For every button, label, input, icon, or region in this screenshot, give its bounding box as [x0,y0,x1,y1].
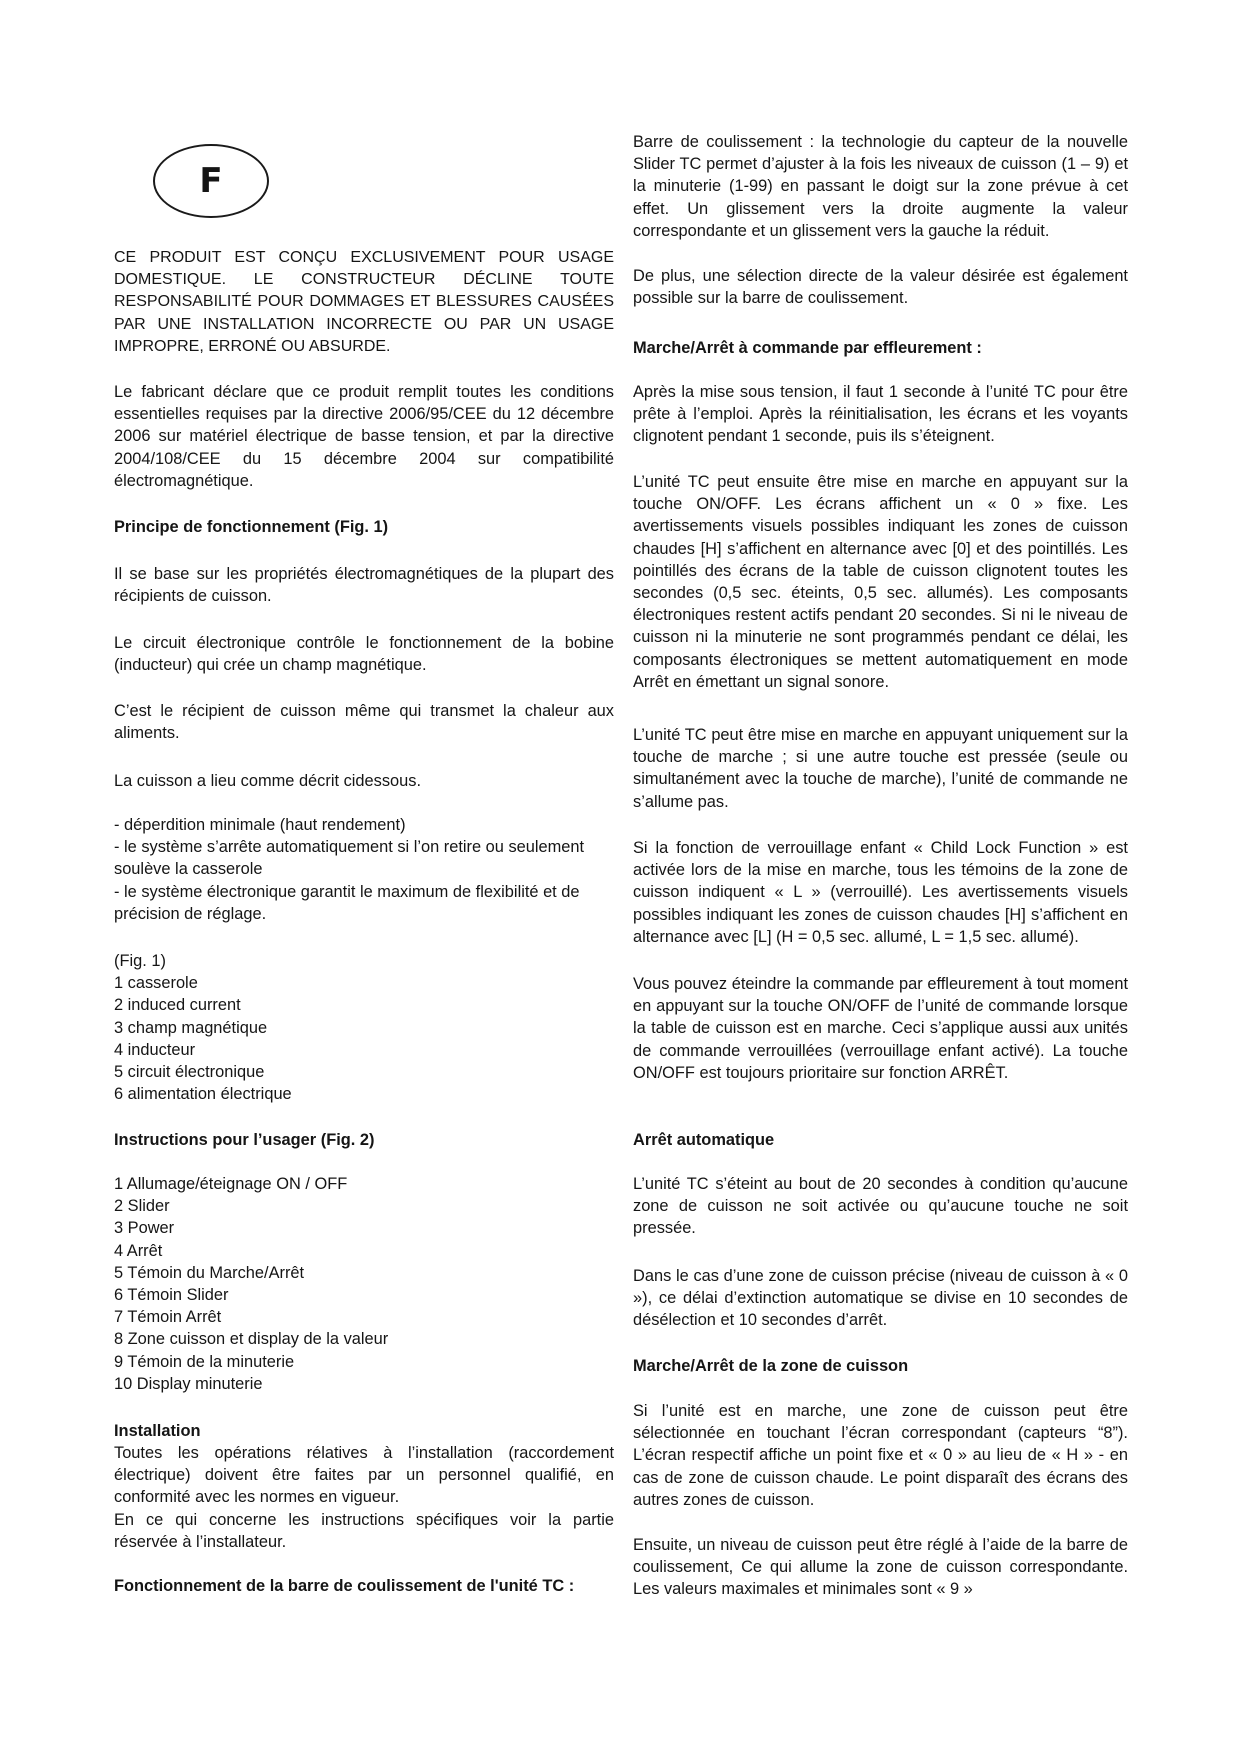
touch-paragraph: L’unité TC peut ensuite être mise en marche en appuyant sur la touche ON/OFF. Les écrans affichent un « 0 » fixe. Les avertissements visuels possibles indiquant les zones de cuisson chaudes [H] s’affichent en alternance avec [0] et des pointillés. Les pointillés des écrans de la table de cuisson clignotent toutes les secondes (0,5 sec. éteints, 0,5 sec. allumés). Les composants électroniques restent actifs pendant 20 secondes. Si ni le niveau de cuisson ni la minuterie ne sont programmés pendant ce délai, les composants électroniques se mettent automatiquement en mode Arrêt en émettant un signal sonore. [633,473,1128,691]
zone-paragraph: Si l’unité est en marche, une zone de cuisson peut être sélectionnée en touchant l’écran correspondant (capteurs “8”). L’écran respectif affiche un point fixe et « 0 » au lieu de « H » - en cas de zone de cuisson chaude. Le point disparaît des écrans des autres zones de cuisson. [633,1402,1128,1509]
touch-paragraph: L’unité TC peut être mise en marche en appuyant uniquement sur la touche de marche ; si une autre touche est pressée (seule ou simultanément avec la touche de marche), l’unité de commande ne s’allume pas. [633,726,1128,811]
auto-off-paragraph: L’unité TC s’éteint au bout de 20 secondes à condition qu’aucune zone de cuisson ne soit activée ou qu’aucune touche ne soit pressée. [633,1175,1128,1238]
list-item: 5 Témoin du Marche/Arrêt [114,1263,305,1282]
list-item: 10 Display minuterie [114,1374,263,1393]
list-item: 5 circuit électronique [114,1063,265,1082]
list-item: 3 champ magnétique [114,1018,268,1037]
touch-onoff-heading: Marche/Arrêt à commande par effleurement : [633,339,982,357]
instructions-heading: Instructions pour l’usager (Fig. 2) [114,1131,375,1149]
installation-heading: Installation [114,1422,201,1440]
safety-warning: CE PRODUIT EST CONÇU EXCLUSIVEMENT POUR USAGE DOMESTIQUE. LE CONSTRUCTEUR DÉCLINE TOUTE RESPONSABILITÉ POUR DOMMAGES ET BLESSURES CAUSÉES PAR UNE INSTALLATION INCORRECTE OU PAR UN USAGE IMPROPRE, ERRONÉ OU ABSURDE. [114,249,614,355]
principle-paragraph: Le circuit électronique contrôle le fonctionnement de la bobine (inducteur) qui crée un champ magnétique. [114,634,614,675]
touch-paragraph: Vous pouvez éteindre la commande par effleurement à tout moment en appuyant sur la touche ON/OFF de l’unité de commande lorsque la table de cuisson est en marche. Ceci s’applique aussi aux unités de commande verrouillées (verrouillage enfant activé). La touche ON/OFF est toujours prioritaire sur fonction ARRÊT. [633,975,1128,1082]
slider-operation-heading: Fonctionnement de la barre de coulissement de l'unité TC : [114,1577,575,1595]
list-item: 8 Zone cuisson et display de la valeur [114,1330,389,1349]
list-item: 4 Arrêt [114,1241,163,1260]
principle-heading: Principe de fonctionnement (Fig. 1) [114,518,389,536]
features-list [114,814,614,925]
list-item: 9 Témoin de la minuterie [114,1352,295,1371]
zone-paragraph: Ensuite, un niveau de cuisson peut être réglé à l’aide de la barre de coulissement, Ce qui allume la zone de cuisson correspondante. Les valeurs maximales et minimales sont « 9 » [633,1536,1128,1599]
list-item: 6 Témoin Slider [114,1286,229,1305]
language-badge [153,144,269,218]
slider-paragraph: Barre de coulissement : la technologie du capteur de la nouvelle Slider TC permet d’ajuster à la fois les niveaux de cuisson (1 – 9) et la minuterie (1-99) en passant le doigt sur la zone prévue à cet effet. Un glissement vers la droite augmente la valeur correspondante et un glissement vers la gauche la réduit. [633,133,1128,240]
list-item: 6 alimentation électrique [114,1085,292,1104]
fig1-legend [114,950,614,1105]
principle-paragraph: La cuisson a lieu comme décrit cidessous. [114,772,422,790]
list-item: - déperdition minimale (haut rendement) [114,816,406,834]
installation-paragraph: En ce qui concerne les instructions spécifiques voir la partie réservée à l’installateur. [114,1511,614,1552]
auto-off-heading: Arrêt automatique [633,1131,775,1149]
list-item: - le système s’arrête automatiquement si l’on retire ou seulement soulève la casserole [114,838,585,879]
principle-paragraph: C’est le récipient de cuisson même qui transmet la chaleur aux aliments. [114,702,614,743]
language-letter: F [199,161,223,201]
list-item: 2 Slider [114,1197,170,1216]
list-item: 2 induced current [114,996,241,1015]
zone-heading: Marche/Arrêt de la zone de cuisson [633,1357,909,1375]
list-item: 4 inducteur [114,1040,196,1059]
list-item: 1 casserole [114,974,198,993]
list-item: (Fig. 1) [114,952,166,970]
principle-paragraph: Il se base sur les propriétés électromagnétiques de la plupart des récipients de cuisson. [114,565,614,606]
slider-paragraph: De plus, une sélection directe de la valeur désirée est également possible sur la barre de coulissement. [633,267,1128,308]
touch-paragraph: Après la mise sous tension, il faut 1 seconde à l’unité TC pour être prête à l’emploi. Après la réinitialisation, les écrans et les voyants clignotent pendant 1 seconde, puis ils s’éteignent. [633,383,1128,446]
list-item: 1 Allumage/éteignage ON / OFF [114,1175,348,1193]
list-item: - le système électronique garantit le maximum de flexibilité et de précision de réglage. [114,882,580,923]
list-item: 7 Témoin Arrêt [114,1308,222,1327]
list-item: 3 Power [114,1219,175,1238]
touch-paragraph: Si la fonction de verrouillage enfant « Child Lock Function » est activée lors de la mise en marche, tous les témoins de la zone de cuisson indiquent « L » (verrouillé). Les avertissements visuels possibles indiquant les zones de cuisson chaudes [H] s’affichent en alternance avec [L] (H = 0,5 sec. allumé, L = 1,5 sec. allumé). [633,839,1128,946]
auto-off-paragraph: Dans le cas d’une zone de cuisson précise (niveau de cuisson à « 0 »), ce délai d’extinction automatique se divise en 10 secondes de désélection et 10 secondes d’arrêt. [633,1267,1128,1330]
conformity-declaration: Le fabricant déclare que ce produit remplit toutes les conditions essentielles requises par la directive 2006/95/CEE du 12 décembre 2006 sur matériel électrique de basse tension, et par la directive 2004/108/CEE du 15 décembre 2004 sur compatibilité électromagnétique. [114,383,614,490]
installation-paragraph: Toutes les opérations rélatives à l’installation (raccordement électrique) doivent être faites par un personnel qualifié, en conformité avec les normes en vigueur. [114,1444,614,1507]
fig2-legend [114,1173,614,1395]
